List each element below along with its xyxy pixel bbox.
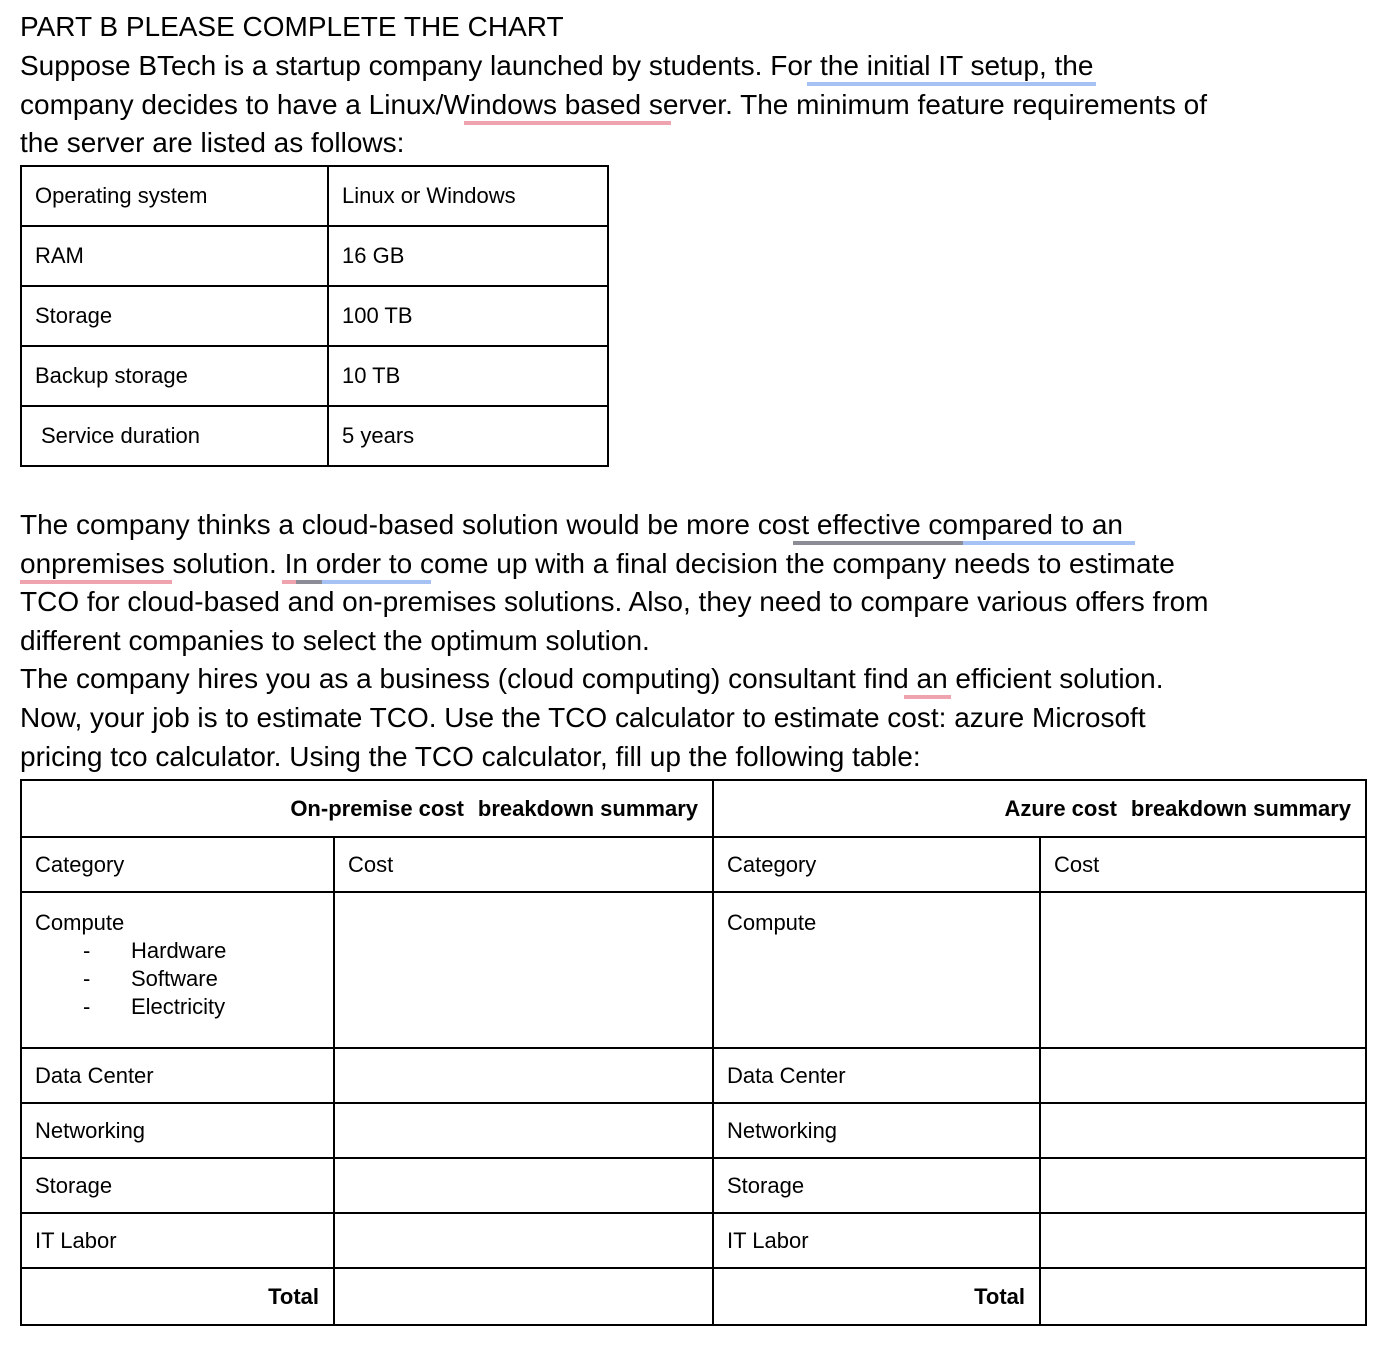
azure-datacenter-cost-cell[interactable] (1040, 1048, 1366, 1103)
table-row (21, 166, 608, 226)
onprem-datacenter-cost-cell[interactable] (334, 1048, 713, 1103)
feature-cell[interactable]: Operating system (21, 166, 328, 226)
intro-text: the (1046, 50, 1094, 81)
onprem-datacenter-cell[interactable]: Data Center (21, 1048, 334, 1103)
body-line-7: pricing tco calculator. Using the TCO calculator, fill up the following table: (20, 740, 921, 772)
spelling-suggestion-phrase[interactable]: onpremises (20, 547, 165, 579)
tco-cost-table (20, 779, 1367, 1326)
azure-header-subtitle: breakdown summary (1130, 795, 1351, 821)
body-text: The company thinks a cloud-based solution would be more (20, 509, 758, 540)
list-item (35, 965, 333, 993)
dash-bullet: - (83, 966, 91, 991)
grammar-suggestion-phrase[interactable]: For the initial IT setup, (770, 50, 1047, 81)
table-row (21, 286, 608, 346)
onprem-category-header[interactable]: Category (21, 837, 334, 892)
body-line-4: different companies to select the optimum solution. (20, 624, 650, 656)
onprem-compute-label: Compute (35, 910, 125, 935)
onprem-cost-header[interactable]: Cost (334, 837, 713, 892)
intro-paragraph (20, 47, 1207, 163)
onprem-itlabor-cost-cell[interactable] (334, 1213, 713, 1268)
azure-storage-cell[interactable]: Storage (713, 1158, 1040, 1213)
azure-category-header[interactable]: Category (713, 837, 1040, 892)
table-row (21, 1048, 1366, 1103)
body-line-5 (20, 660, 1209, 699)
value-cell[interactable]: 100 TB (328, 286, 608, 346)
body-line-2 (20, 545, 1209, 584)
azure-compute-label: Compute (727, 910, 817, 935)
azure-total-label[interactable]: Total (713, 1268, 1040, 1325)
intro-text: company decides to have a (20, 88, 369, 120)
onprem-compute-cell[interactable] (21, 892, 334, 1048)
value-cell[interactable]: 16 GB (328, 226, 608, 286)
intro-text: server. The minimum feature requirements of (641, 88, 1207, 120)
onprem-header-cell[interactable] (21, 780, 713, 837)
body-text: an (1084, 509, 1124, 540)
table-row (21, 226, 608, 286)
azure-compute-cell[interactable] (713, 892, 1040, 1048)
onprem-header-subtitle: breakdown summary (477, 795, 698, 821)
azure-header-cell[interactable] (713, 780, 1366, 837)
list-item (35, 937, 333, 965)
azure-itlabor-cost-cell[interactable] (1040, 1213, 1366, 1268)
body-text: The company hires you as a business (cloud computing) consultant (20, 663, 864, 695)
body-text: come up with a final decision the company needs to estimate (412, 547, 1175, 579)
dash-bullet: - (83, 938, 91, 963)
value-cell[interactable]: Linux or Windows (328, 166, 608, 226)
azure-networking-cost-cell[interactable] (1040, 1103, 1366, 1158)
azure-compute-cost-cell[interactable] (1040, 892, 1366, 1048)
compute-subitem: Electricity (131, 994, 226, 1019)
body-text: an efficient solution. (908, 663, 1164, 695)
intro-text: Suppose BTech is a startup company launched by students. (20, 50, 771, 81)
compute-subitem: Software (131, 966, 218, 991)
onprem-storage-cost-cell[interactable] (334, 1158, 713, 1213)
body-line-6: Now, your job is to estimate TCO. Use the TCO calculator to estimate cost: azure Microsoft (20, 701, 1146, 733)
table-row (21, 837, 1366, 892)
feature-cell[interactable]: Service duration (21, 406, 328, 466)
onprem-itlabor-cell[interactable]: IT Labor (21, 1213, 334, 1268)
grammar-suggestion-phrase[interactable]: In order to (276, 547, 413, 579)
azure-networking-cell[interactable]: Networking (713, 1103, 1040, 1158)
table-row (21, 1158, 1366, 1213)
azure-header-title: Azure cost (1004, 795, 1117, 821)
value-cell[interactable]: 5 years (328, 406, 608, 466)
table-row (21, 346, 608, 406)
feature-cell[interactable]: Backup storage (21, 346, 328, 406)
compute-subitem: Hardware (131, 938, 227, 963)
spelling-suggestion-phrase[interactable]: Linux/Windows based (368, 88, 642, 120)
value-cell[interactable]: 10 TB (328, 346, 608, 406)
table-row (21, 1213, 1366, 1268)
azure-datacenter-cell[interactable]: Data Center (713, 1048, 1040, 1103)
azure-storage-cost-cell[interactable] (1040, 1158, 1366, 1213)
azure-cost-header[interactable]: Cost (1040, 837, 1366, 892)
table-header-row (21, 780, 1366, 837)
intro-line-2 (20, 86, 1207, 125)
server-requirements-table (20, 165, 609, 467)
onprem-total-cost-cell[interactable] (334, 1268, 713, 1325)
table-row (21, 892, 1366, 1048)
spelling-suggestion-phrase[interactable]: find (863, 663, 909, 695)
page-title: PART B PLEASE COMPLETE THE CHART (20, 11, 564, 42)
azure-total-cost-cell[interactable] (1040, 1268, 1366, 1325)
azure-itlabor-cell[interactable]: IT Labor (713, 1213, 1040, 1268)
table-row (21, 1103, 1366, 1158)
onprem-header-title: On-premise cost (290, 795, 464, 821)
table-row (21, 1268, 1366, 1325)
onprem-networking-cost-cell[interactable] (334, 1103, 713, 1158)
onprem-networking-cell[interactable]: Networking (21, 1103, 334, 1158)
body-text: solution. (164, 547, 277, 579)
onprem-total-label[interactable]: Total (21, 1268, 334, 1325)
body-line-3: TCO for cloud-based and on-premises solutions. Also, they need to compare various offers from (20, 586, 1209, 618)
intro-line-3: the server are listed as follows: (20, 127, 405, 159)
table-row (21, 406, 608, 466)
grammar-suggestion-phrase[interactable]: cost effective compared to (757, 509, 1085, 540)
onprem-storage-cell[interactable]: Storage (21, 1158, 334, 1213)
list-item (35, 993, 333, 1021)
dash-bullet: - (83, 994, 91, 1019)
feature-cell[interactable]: Storage (21, 286, 328, 346)
body-line-1 (20, 506, 1209, 545)
feature-cell[interactable]: RAM (21, 226, 328, 286)
intro-line-1 (20, 47, 1207, 86)
onprem-compute-cost-cell[interactable] (334, 892, 713, 1048)
body-paragraph (20, 506, 1209, 776)
